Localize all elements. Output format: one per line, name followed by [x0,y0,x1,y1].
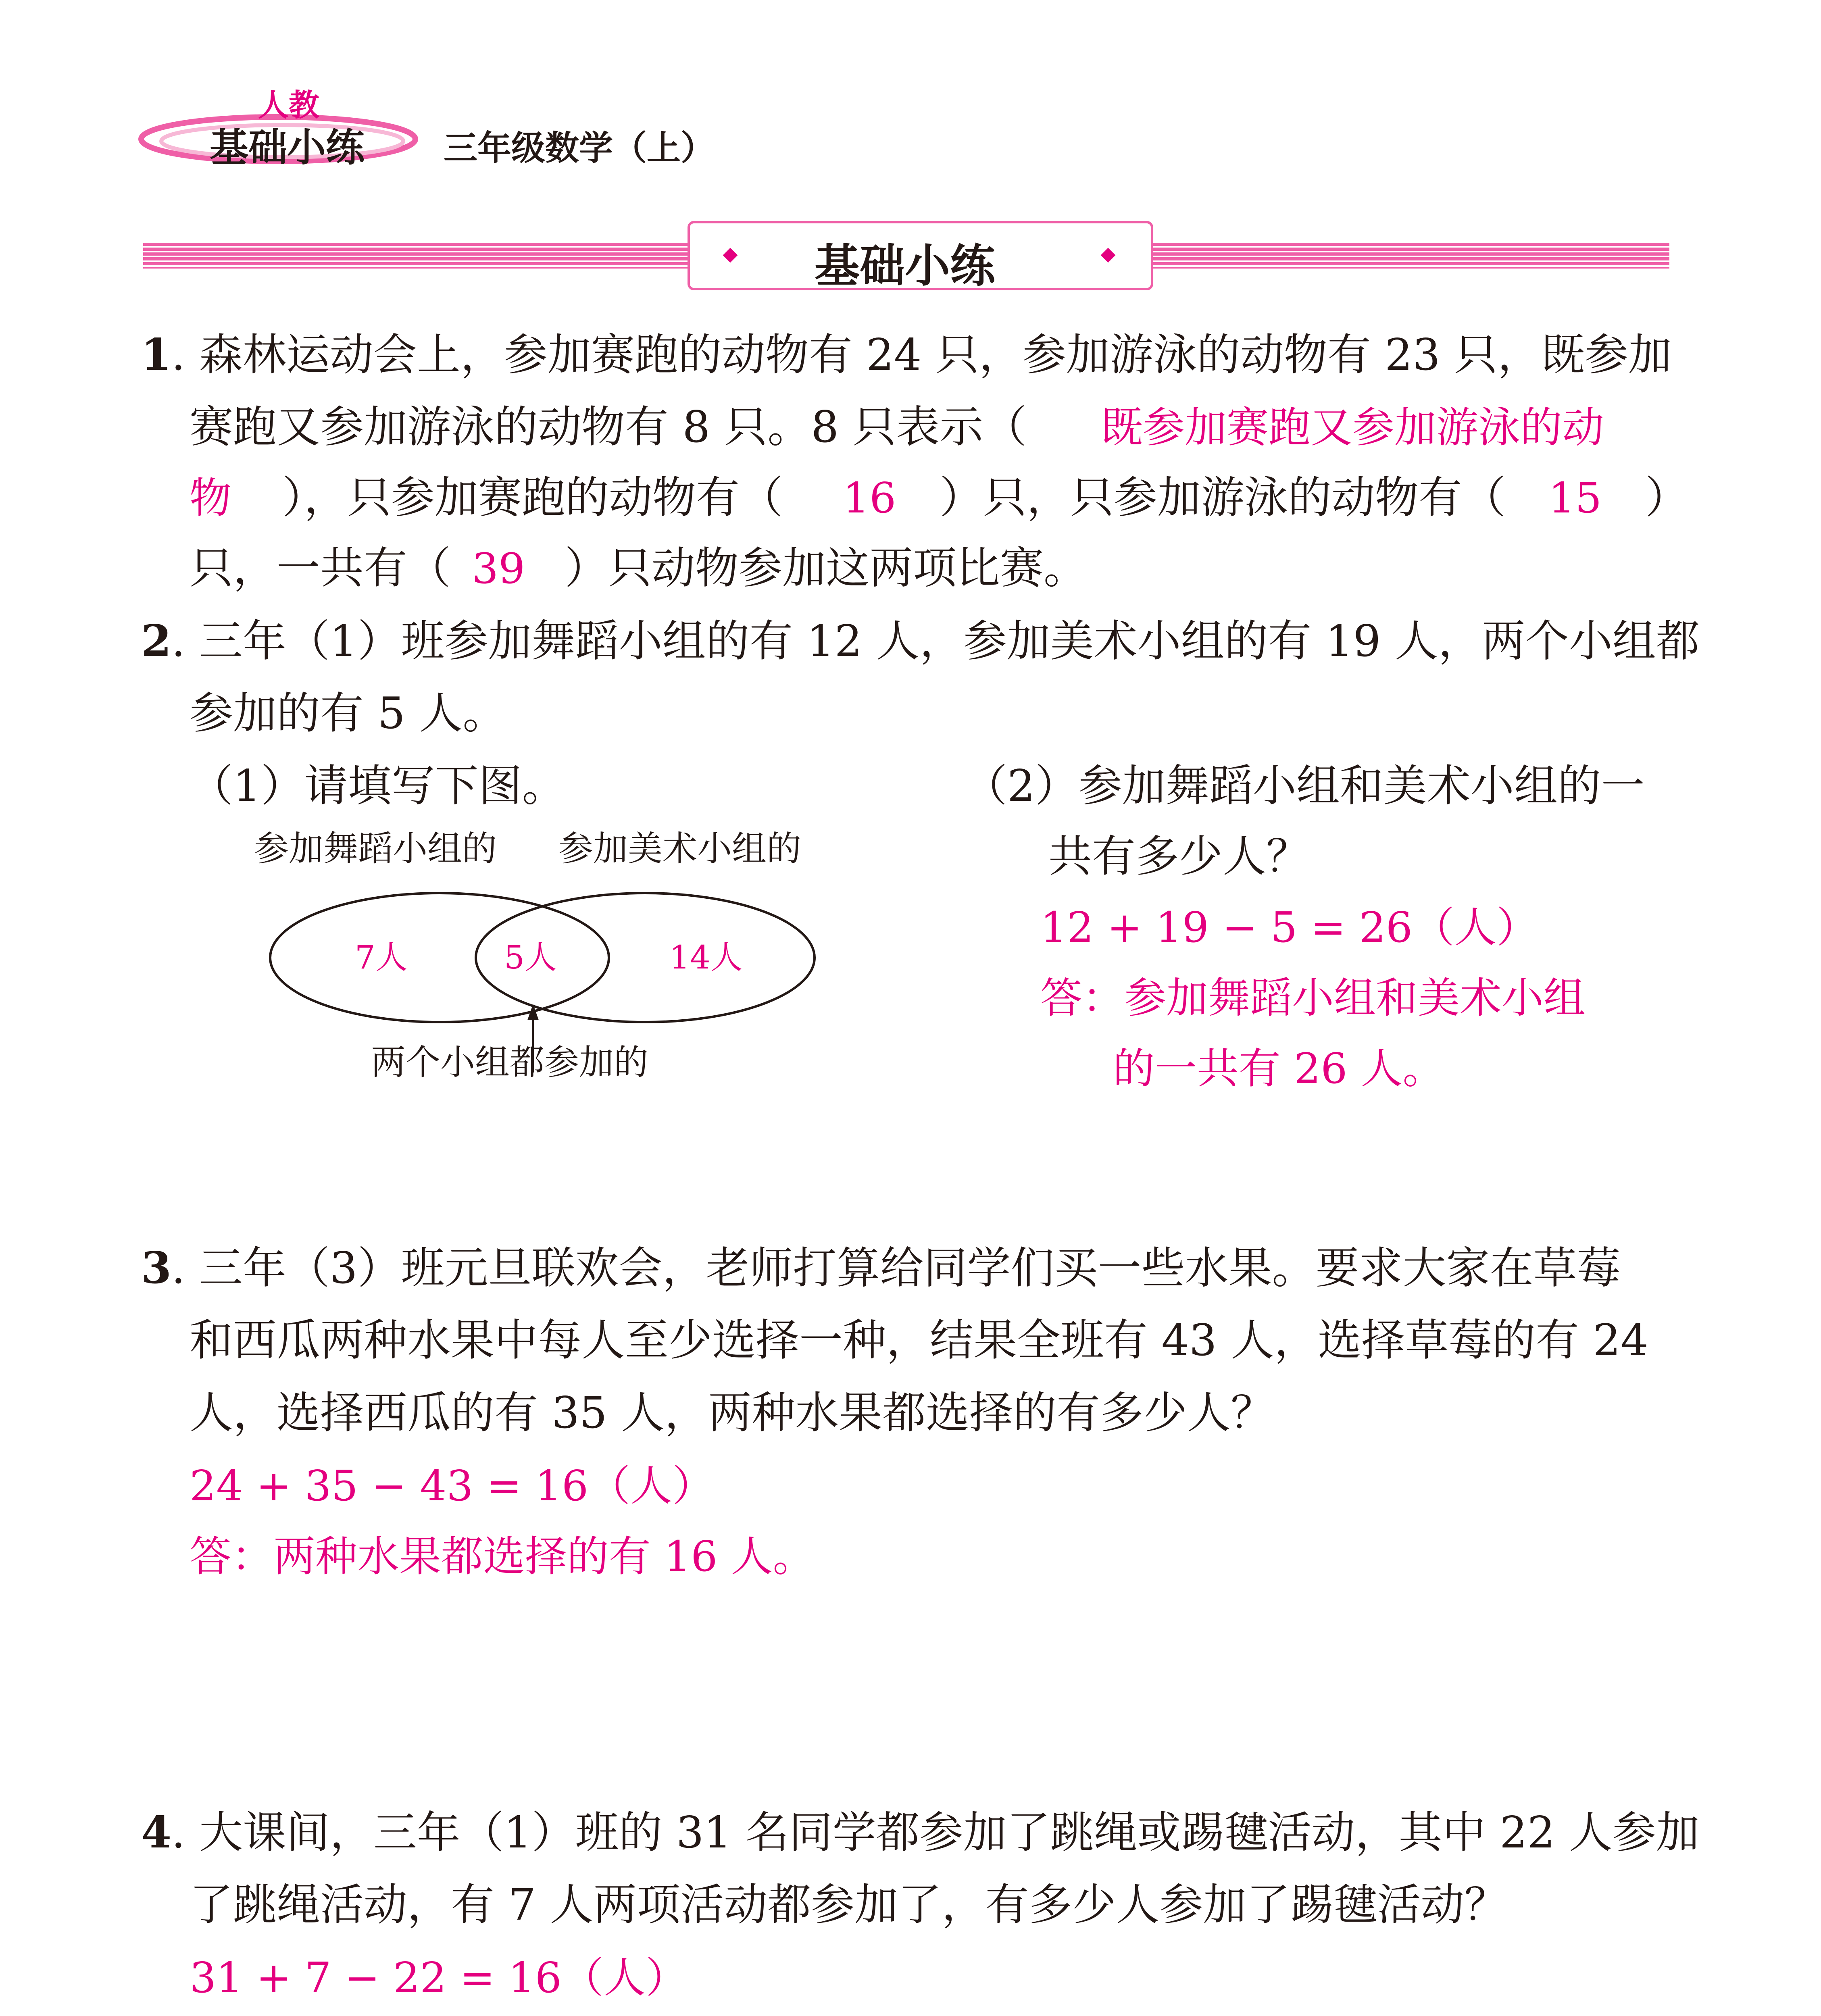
q2-sub1: （1）请填写下图。 [190,761,566,811]
venn-label-both: 两个小组都参加的 [371,1042,648,1083]
q1-answer-a-part2: 物 [190,473,232,523]
q4-equation: 31 + 7 − 22 = 16（人） [190,1953,688,2002]
q3-line2: 和西瓜两种水果中每人至少选择一种，结果全班有 43 人，选择草莓的有 24 [190,1315,1648,1366]
q1-line3a: ），只参加赛跑的动物有（ [282,473,783,523]
q1-text-1: . 森林运动会上，参加赛跑的动物有 24 只，参加游泳的动物有 23 只，既参加 [171,330,1672,380]
q3-text-1: . 三年（3）班元旦联欢会，老师打算给同学们买一些水果。要求大家在草莓 [171,1243,1621,1293]
q2-sub2-line1: （2）参加舞蹈小组和美术小组的一 [964,761,1645,811]
q4-line2: 了跳绳活动，有 7 人两项活动都参加了，有多少人参加了踢毽活动？ [190,1880,1508,1930]
venn-value-dance-only: 7人 [355,939,408,976]
venn-value-both: 5人 [504,939,557,976]
q1-line4b: ）只动物参加这两项比赛。 [565,543,1088,594]
q1-line2: 赛跑又参加游泳的动物有 8 只。8 只表示（ [190,402,1027,452]
q4-text-1: . 大课间，三年（1）班的 31 名同学都参加了跳绳或踢毽活动，其中 22 人参加 [171,1808,1700,1858]
q4-answer [190,2014,773,2016]
q2-number: 2 [141,616,172,666]
venn-label-art: 参加美术小组的 [558,829,801,869]
q1-line3b: ）只，只参加游泳的动物有（ [940,473,1506,523]
q4-line1 [141,1796,1700,1869]
q3-line3: 人，选择西瓜的有 35 人，两种水果都选择的有多少人？ [190,1388,1275,1438]
q1-line3c: ） [1645,473,1689,523]
title-band-right [1153,243,1669,269]
venn-circle-dance [270,893,609,1022]
q4-number: 4 [141,1807,172,1858]
q2-line1 [141,605,1700,678]
q1-line1 [141,319,1672,392]
q1-answer-c: 15 [1548,473,1602,523]
q1-number: 1 [141,329,172,380]
q1-line4a: 只，一共有（ [190,543,451,594]
series-title: 基础小练 [210,125,365,170]
q3-equation: 24 + 35 − 43 = 16（人） [190,1461,715,1510]
q2-text-1: . 三年（1）班参加舞蹈小组的有 12 人，参加美术小组的有 19 人，两个小组都 [171,616,1700,666]
q2-sub2-answer-2: 的一共有 26 人。 [1113,1044,1445,1093]
q2-line2: 参加的有 5 人。 [190,688,506,739]
q1-answer-d: 39 [472,544,525,593]
subject-label: 三年级数学（上） [444,128,715,168]
q2-sub2-answer-1: 答：参加舞蹈小组和美术小组 [1040,973,1586,1023]
q1-answer-b: 16 [843,473,896,523]
section-title: 基础小练 [815,240,995,292]
venn-value-art-only: 14人 [669,939,743,976]
q3-answer: 答：两种水果都选择的有 16 人。 [190,1532,815,1581]
q1-answer-a-part1: 既参加赛跑又参加游泳的动 [1101,403,1604,452]
q3-line1 [141,1232,1621,1305]
venn-label-dance: 参加舞蹈小组的 [254,829,497,869]
q2-sub2-equation: 12 + 19 − 5 = 26（人） [1040,903,1538,952]
publisher-label: 人教 [258,87,319,123]
q2-sub2-line2: 共有多少人？ [1048,831,1310,882]
title-band-left [143,243,688,269]
q3-number: 3 [141,1243,172,1293]
